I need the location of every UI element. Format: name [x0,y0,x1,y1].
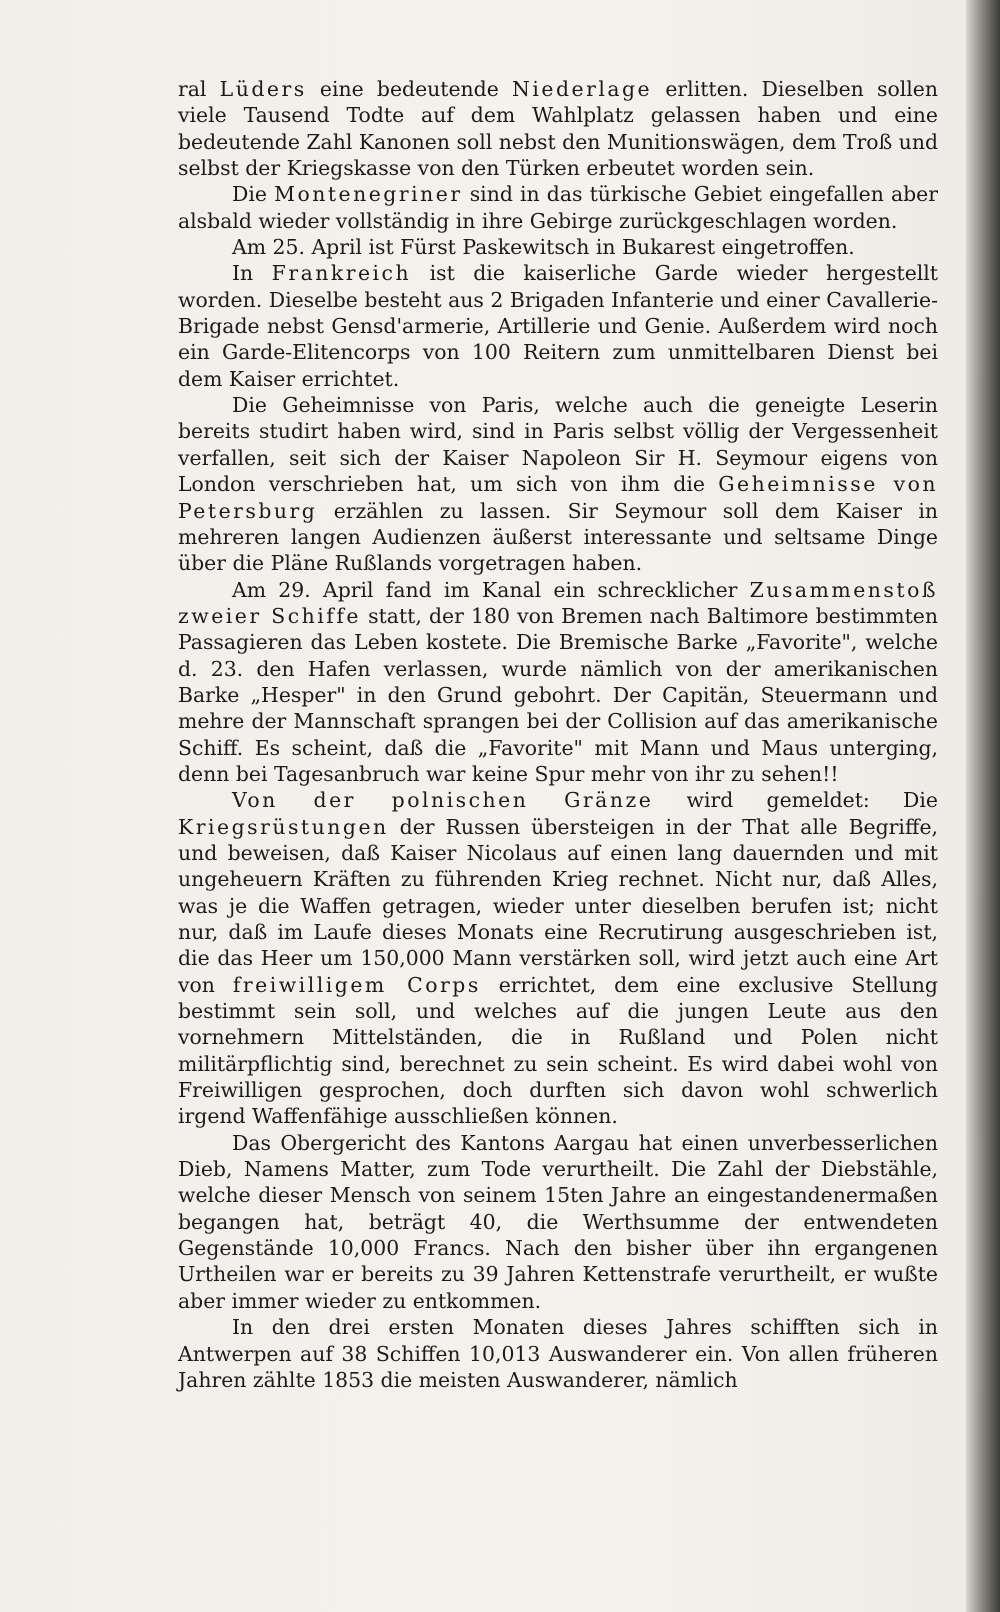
spaced-emphasis: Montenegriner [274,182,463,207]
text-run: der Russen übersteigen in der That alle Begriffe, und beweisen, daß Kaiser Nicolaus auf einen lang dauernden und mit ungeheuern Kräften zu führenden Krieg rechnet. Nicht nur, daß Alles, was je die Waffen getragen, wieder unter dieselben berufen ist; nicht nur, daß im Laufe dieses Monats eine Recrutirung ausgeschrieben ist, die das Heer um 150,000 Mann verstärken soll, wird jetzt auch eine Art von [178,814,938,997]
spaced-emphasis: freiwilligem Corps [232,972,481,997]
text-run: errichtet, dem eine exclusive Stellung bestimmt sein soll, und welches auf die jungen Leute aus den vornehmern Mittelständen, die in Rußland und Polen nicht militärpflichtig sind, berechnet zu sein scheint. Es wird dabei wohl von Freiwilligen gesprochen, doch durften sich davon wohl schwerlich irgend Waffenfähige ausschließen können. [178,972,938,1129]
spaced-emphasis: Von der polnischen Gränze [232,788,654,813]
text-run: Am 25. April ist Fürst Paskewitsch in Bukarest eingetroffen. [232,235,855,260]
spaced-emphasis: Kriegsrüstungen [178,814,389,839]
text-run: Die [232,182,275,207]
text-column [178,76,938,1393]
page-edge-shadow [966,0,1000,1612]
text-run: In den drei ersten Monaten dieses Jahres schifften sich in Antwerpen auf 38 Schiffen 10,013 Auswanderer ein. Von allen früheren Jahren zählte 1853 die meisten Auswanderer, nämlich [178,1315,938,1392]
text-run: erlitten. Dieselben sollen viele Tausend Todte auf dem Wahlplatz gelassen haben und eine bedeutende Zahl Kanonen soll nebst den Munitionswägen, dem Troß und selbst der Kriegskasse von den Türken erbeutet worden sein. [178,77,938,181]
text-run: Am 29. April fand im Kanal ein schrecklicher [232,577,750,602]
paragraph [178,577,938,788]
spaced-emphasis: Zusammenstoß zweier Schiffe [178,577,938,628]
spaced-emphasis: Niederlage [512,77,653,101]
text-run: erzählen zu lassen. Sir Seymour soll dem Kaiser in mehreren langen Audienzen äußerst interessante und seltsame Dinge über die Pläne Rußlands vorgetragen haben. [178,498,938,576]
spaced-emphasis: Geheimnisse von Petersburg [178,472,938,523]
text-run: Das Obergericht des Kantons Aargau hat einen unverbesserlichen Dieb, Namens Matter, zum Tode verurtheilt. Die Zahl der Diebstähle, welche dieser Mensch von seinem 15ten Jahre an eingestandenermaßen begangen hat, beträgt 40, die Werthsumme der entwendeten Gegenstände 10,000 Francs. Nach den bisher über ihn ergangenen Urtheilen war er bereits zu 39 Jahren Kettenstrafe verurtheilt, er wußte aber immer wieder zu entkommen. [178,1130,938,1313]
text-run: wird gemeldet: Die [653,788,938,813]
text-run: statt, der 180 von Bremen nach Baltimore bestimmten Passagieren das Leben kostete. Die Bremische Barke „Favorite", welche d. 23. den Hafen verlassen, wurde nämlich von der amerikanischen Barke „Hesper" in den Grund gebohrt. Der Capitän, Steuermann und mehre der Mannschaft sprangen bei der Collision auf das amerikanische Schiff. Es scheint, daß die „Favorite" mit Mann und Maus unterging, denn bei Tagesanbruch war keine Spur mehr von ihr zu sehen!! [178,603,938,786]
paragraph [178,76,938,181]
text-run: ist die kaiserliche Garde wieder hergestellt worden. Dieselbe besteht aus 2 Brigaden Infanterie und einer Cavallerie-Brigade nebst Gensd'armerie, Artillerie und Genie. Außerdem wird noch ein Garde-Elitencorps von 100 Reitern zum unmittelbaren Dienst bei dem Kaiser errichtet. [178,261,939,391]
paragraph [178,181,938,234]
paragraph [178,260,938,392]
paragraph [178,234,938,260]
paragraph [178,787,938,1129]
paragraph [178,1130,938,1314]
text-run: sind in das türkische Gebiet eingefallen aber alsbald wieder vollständig in ihre Gebirge zurückgeschlagen worden. [178,182,938,233]
text-run: eine bedeutende [306,77,513,101]
text-run: In [232,261,272,286]
text-run: ral [178,77,220,101]
spaced-emphasis: Frankreich [271,261,412,286]
text-run: Die Geheimnisse von Paris, welche auch die geneigte Leserin bereits studirt haben wird, sind in Paris selbst völlig der Vergessenheit verfallen, seit sich der Kaiser Napoleon Sir H. Seymour eigens von London verschrieben hat, um sich von ihm die [178,393,938,497]
paragraph [178,392,938,576]
paragraph [178,1314,938,1393]
spaced-emphasis: Lüders [219,77,307,101]
